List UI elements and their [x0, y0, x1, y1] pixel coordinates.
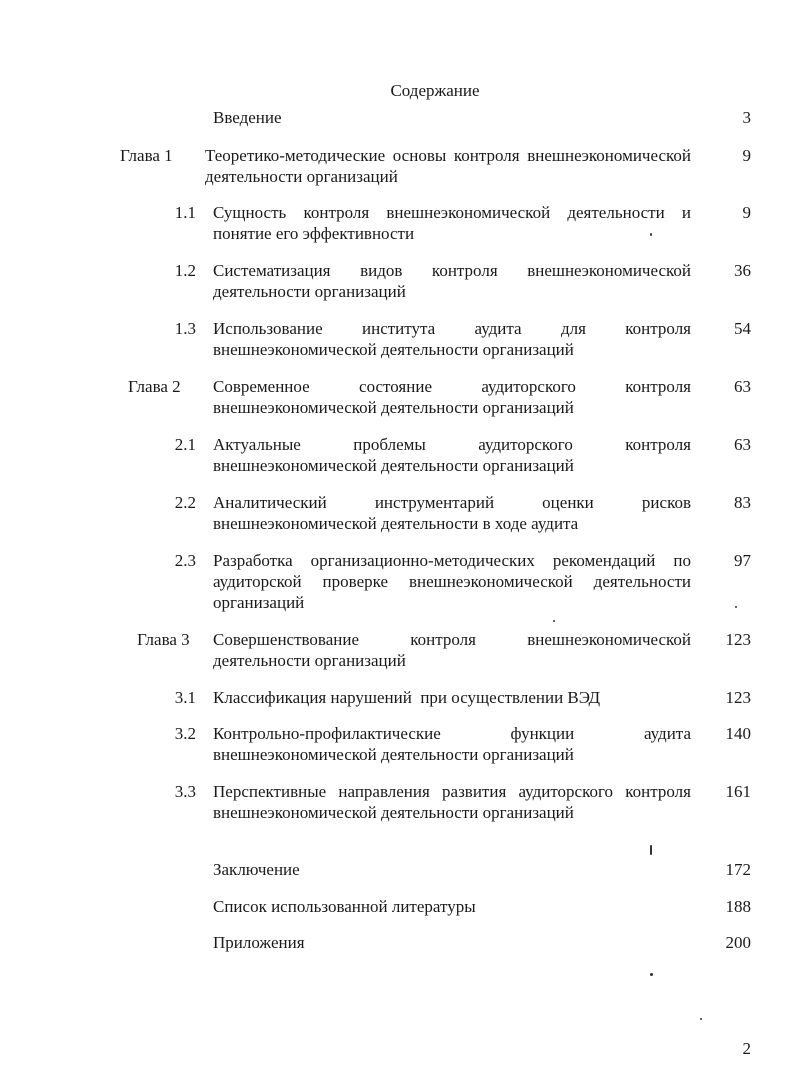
toc-entry-label: Глава 3 — [137, 630, 190, 649]
toc-entry-page: 83 — [734, 493, 751, 512]
toc-entry-page: 161 — [725, 782, 751, 801]
toc-entry-text: Введение — [213, 108, 282, 127]
contents-title: Содержание — [390, 81, 480, 100]
toc-entry-page: 63 — [734, 435, 751, 454]
toc-entry-text: Аналитический инструментарий оценки рисков внешнеэкономической деятельности в ходе аудита — [213, 493, 691, 533]
toc-entry-label: 3.2 — [174, 724, 196, 743]
toc-entry-text: Классификация нарушений при осуществлении ВЭД — [213, 688, 601, 707]
toc-entry-label: Глава 1 — [120, 146, 173, 165]
toc-entry-label: 1.2 — [174, 261, 196, 280]
scan-speck — [553, 620, 555, 622]
toc-entry-page: 3 — [742, 108, 751, 127]
toc-entry-page: 36 — [734, 261, 751, 280]
scan-speck — [700, 1018, 702, 1020]
toc-entry-text: Приложения — [213, 933, 305, 952]
toc-entry-page: 9 — [742, 146, 751, 165]
toc-entry-text: Заключение — [213, 860, 300, 879]
toc-entry-page: 123 — [725, 688, 751, 707]
toc-entry-page: 140 — [725, 724, 751, 743]
toc-entry-label: 2.2 — [174, 493, 196, 512]
toc-entry-label: 3.3 — [174, 782, 196, 801]
toc-entry-text: Перспективные направления развития аудиторского контроля внешнеэкономической деятельности организаций — [213, 782, 691, 822]
toc-entry-label: 3.1 — [174, 688, 196, 707]
toc-entry-text: Список использованной литературы — [213, 897, 476, 916]
toc-entry-text: Теоретико-методические основы контроля внешнеэкономической деятельности организаций — [205, 146, 691, 186]
scan-speck — [650, 845, 652, 855]
toc-entry-page: 54 — [734, 319, 751, 338]
toc-entry-text: Разработка организационно-методических рекомендаций по аудиторской проверке внешнеэкономической деятельности организаций — [213, 551, 691, 612]
toc-entry-label: Глава 2 — [128, 377, 181, 396]
toc-entry-page: 123 — [725, 630, 751, 649]
scan-speck — [650, 233, 652, 236]
toc-entry-page: 188 — [725, 897, 751, 916]
toc-entry-text: Совершенствование контроля внешнеэкономической деятельности организаций — [213, 630, 691, 670]
toc-entry-text: Современное состояние аудиторского контроля внешнеэкономической деятельности организаций — [213, 377, 691, 417]
toc-entry-page: 63 — [734, 377, 751, 396]
toc-entry-page: 200 — [725, 933, 751, 952]
toc-entry-label: 2.3 — [174, 551, 196, 570]
toc-entry-text: Использование института аудита для контроля внешнеэкономической деятельности организаций — [213, 319, 691, 359]
toc-entry-page: 97 — [734, 551, 751, 570]
toc-entry-text: Систематизация видов контроля внешнеэкономической деятельности организаций — [213, 261, 691, 301]
toc-entry-label: 2.1 — [174, 435, 196, 454]
toc-entry-text: Контрольно-профилактические функции аудита внешнеэкономической деятельности организаций — [213, 724, 691, 764]
toc-entry-text: Актуальные проблемы аудиторского контроля внешнеэкономической деятельности организаций — [213, 435, 691, 475]
scan-speck — [650, 973, 653, 976]
toc-entry-label: 1.3 — [174, 319, 196, 338]
toc-entry-page: 9 — [742, 203, 751, 222]
page-number: 2 — [742, 1039, 751, 1058]
toc-entry-text: Сущность контроля внешнеэкономической деятельности и понятие его эффективности — [213, 203, 691, 243]
toc-entry-page: 172 — [725, 860, 751, 879]
scan-speck — [735, 606, 737, 608]
toc-entry-label: 1.1 — [174, 203, 196, 222]
